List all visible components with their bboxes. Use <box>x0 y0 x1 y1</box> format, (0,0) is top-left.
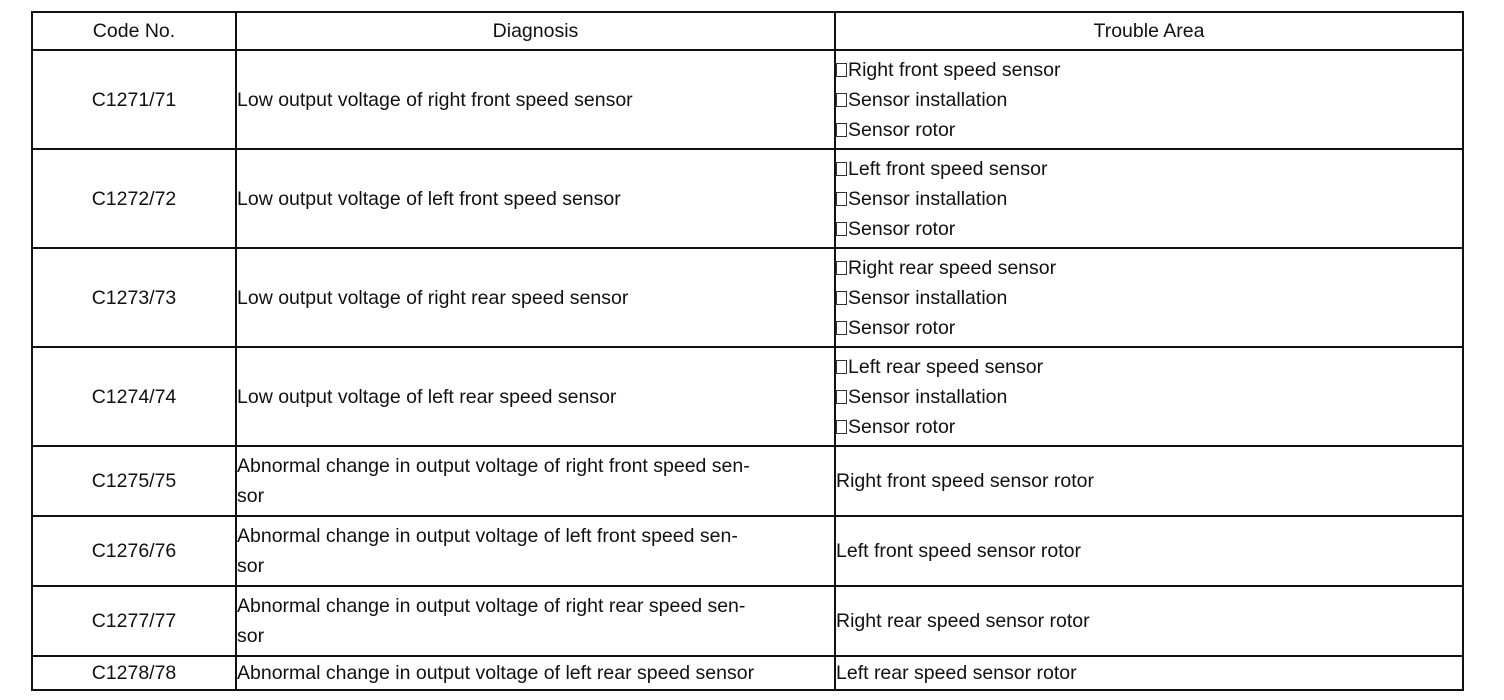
table-row <box>32 656 1463 690</box>
diagnosis-cell <box>236 446 835 516</box>
trouble-item <box>836 55 1462 85</box>
table-header-row <box>32 12 1463 50</box>
checkbox-square-icon <box>836 162 847 176</box>
diagnosis-line: sor <box>237 485 265 507</box>
diagnosis-cell <box>236 656 835 690</box>
diagnosis-cell <box>236 516 835 586</box>
diagnosis-cell <box>236 586 835 656</box>
trouble-item-label: Sensor installation <box>848 88 1008 111</box>
code-cell: C1272/72 <box>32 149 236 248</box>
trouble-item-label: Left front speed sensor <box>848 157 1048 180</box>
trouble-item <box>836 313 1462 343</box>
trouble-item-label: Sensor rotor <box>848 316 956 339</box>
table-row <box>32 50 1463 149</box>
header-diagnosis: Diagnosis <box>236 12 835 50</box>
trouble-item-label: Sensor rotor <box>848 415 956 438</box>
trouble-item-label: Right front speed sensor <box>848 58 1061 81</box>
trouble-item-label: Right rear speed sensor <box>848 256 1057 279</box>
code-cell: C1271/71 <box>32 50 236 149</box>
trouble-area-cell <box>835 347 1463 446</box>
diagnosis-line: Low output voltage of right front speed sensor <box>237 88 633 111</box>
table-row <box>32 516 1463 586</box>
code-cell: C1275/75 <box>32 446 236 516</box>
table-row <box>32 149 1463 248</box>
trouble-item-label: Sensor rotor <box>848 217 956 240</box>
trouble-area-cell <box>835 656 1463 690</box>
trouble-item <box>836 412 1462 442</box>
trouble-item <box>836 382 1462 412</box>
code-cell: C1276/76 <box>32 516 236 586</box>
diagnostic-code-table <box>31 11 1464 691</box>
header-code-no: Code No. <box>32 12 236 50</box>
trouble-item-label: Right rear speed sensor rotor <box>836 610 1090 632</box>
trouble-area-cell <box>835 50 1463 149</box>
trouble-area-cell <box>835 516 1463 586</box>
checkbox-square-icon <box>836 222 847 236</box>
trouble-item <box>836 283 1462 313</box>
trouble-area-cell <box>835 149 1463 248</box>
table-row <box>32 446 1463 516</box>
trouble-item-label: Left front speed sensor rotor <box>836 540 1081 562</box>
checkbox-square-icon <box>836 261 847 275</box>
diagnosis-cell <box>236 50 835 149</box>
diagnosis-cell <box>236 248 835 347</box>
diagnosis-line: Low output voltage of right rear speed sensor <box>237 286 629 309</box>
diagnosis-line: Low output voltage of left front speed sensor <box>237 187 621 210</box>
diagnosis-line: Abnormal change in output voltage of left front speed sen- <box>237 525 738 547</box>
checkbox-square-icon <box>836 420 847 434</box>
diagnosis-line: sor <box>237 555 265 577</box>
header-trouble-area: Trouble Area <box>835 12 1463 50</box>
diagnosis-cell <box>236 347 835 446</box>
trouble-item <box>836 184 1462 214</box>
trouble-item <box>836 85 1462 115</box>
code-cell: C1274/74 <box>32 347 236 446</box>
diagnosis-line: Abnormal change in output voltage of right front speed sen- <box>237 455 750 477</box>
trouble-item-label: Sensor installation <box>848 286 1008 309</box>
code-cell: C1278/78 <box>32 656 236 690</box>
table-row <box>32 347 1463 446</box>
trouble-item-label: Left rear speed sensor rotor <box>836 662 1077 684</box>
trouble-item <box>836 253 1462 283</box>
trouble-area-cell <box>835 446 1463 516</box>
diagnosis-line: Low output voltage of left rear speed sensor <box>237 385 617 408</box>
trouble-area-cell <box>835 586 1463 656</box>
trouble-item-label: Sensor rotor <box>848 118 956 141</box>
trouble-item <box>836 214 1462 244</box>
diagnosis-cell <box>236 149 835 248</box>
trouble-item-label: Sensor installation <box>848 187 1008 210</box>
checkbox-square-icon <box>836 390 847 404</box>
trouble-item-label: Left rear speed sensor <box>848 355 1044 378</box>
table-row <box>32 248 1463 347</box>
checkbox-square-icon <box>836 192 847 206</box>
checkbox-square-icon <box>836 321 847 335</box>
code-cell: C1273/73 <box>32 248 236 347</box>
diagnosis-line: Abnormal change in output voltage of right rear speed sen- <box>237 595 746 617</box>
trouble-item <box>836 154 1462 184</box>
checkbox-square-icon <box>836 291 847 305</box>
checkbox-square-icon <box>836 360 847 374</box>
checkbox-square-icon <box>836 123 847 137</box>
trouble-item <box>836 115 1462 145</box>
trouble-area-cell <box>835 248 1463 347</box>
trouble-item-label: Sensor installation <box>848 385 1008 408</box>
checkbox-square-icon <box>836 93 847 107</box>
trouble-item-label: Right front speed sensor rotor <box>836 470 1094 492</box>
trouble-item <box>836 352 1462 382</box>
table-row <box>32 586 1463 656</box>
diagnosis-line: sor <box>237 625 265 647</box>
checkbox-square-icon <box>836 63 847 77</box>
diagnosis-line: Abnormal change in output voltage of left rear speed sensor <box>237 662 755 684</box>
code-cell: C1277/77 <box>32 586 236 656</box>
